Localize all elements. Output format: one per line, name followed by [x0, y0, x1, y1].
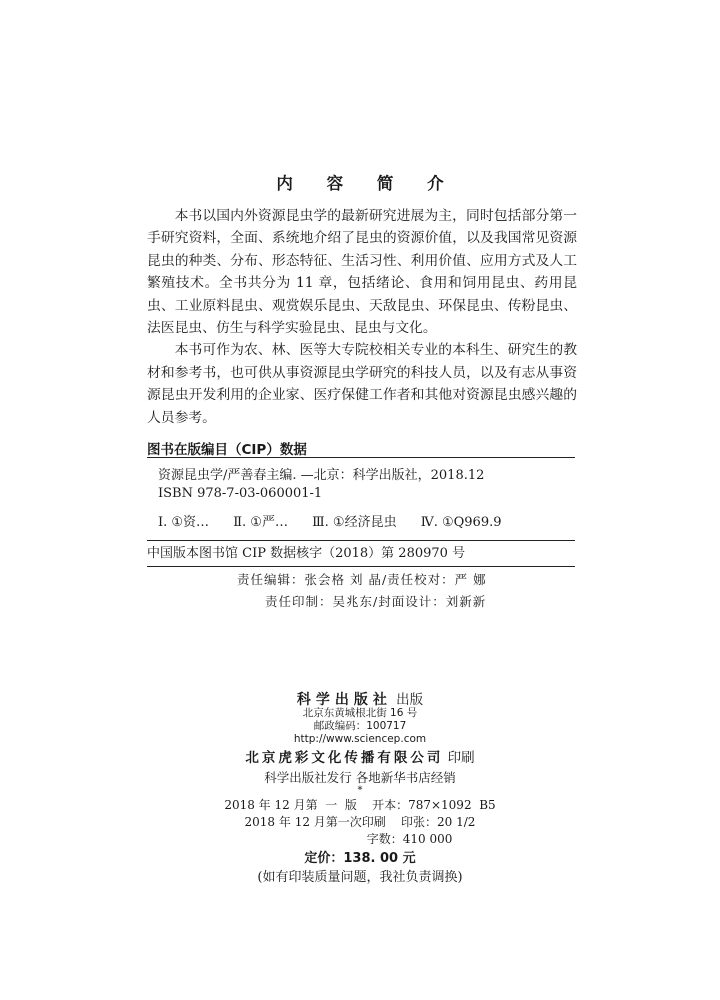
cip-class-item: Ⅱ. ①严…: [233, 515, 288, 530]
quality-note: (如有印装质量问题，我社负责调换): [257, 870, 463, 885]
edition-specs: [0, 797, 720, 848]
production-credits: 责任印制：吴兆东/封面设计：刘新新: [265, 594, 487, 609]
edition-spec-line: 字数：410 000: [267, 832, 453, 846]
publisher-website: http://www.sciencep.com: [293, 733, 427, 745]
cip-classification: [158, 511, 522, 530]
publisher-postcode: 邮政编码：100717: [313, 720, 407, 732]
edition-spec-line: 2018 年 12 月第一次印刷 印张：20 1/2: [244, 815, 476, 829]
cip-class-item: Ⅲ. ①经济昆虫: [312, 515, 397, 530]
cip-data-number: 中国版本图书馆 CIP 数据核字（2018）第 280970 号: [147, 546, 466, 561]
cip-top-rule: [147, 457, 575, 458]
publisher-action: 出版: [396, 692, 424, 708]
printer-name: 北京虎彩文化传播有限公司: [245, 750, 444, 766]
editor-credits: 责任编辑：张会格 刘 晶/责任校对：严 娜: [237, 572, 487, 587]
cip-class-item: Ⅰ. ①资…: [158, 515, 210, 530]
summary-paragraph-2: 本书可作为农、林、医等大专院校相关专业的本科生、研究生的教材和参考书，也可供从事资源昆虫学研究的科技人员，以及有志从事资源昆虫开发利用的企业家、医疗保健工作者和其他对资源昆虫感兴趣的人员参考。: [147, 342, 577, 426]
cip-bottom-rule: [147, 566, 575, 567]
price: 定价：138. 00 元: [304, 851, 416, 866]
edition-spec-line: 2018 年 12 月第 一 版 开本：787×1092 B5: [224, 798, 496, 812]
summary-paragraph-1: 本书以国内外资源昆虫学的最新研究进展为主，同时包括部分第一手研究资料，全面、系统地介绍了昆虫的资源价值，以及我国常见资源昆虫的种类、分布、形态特征、生活习性、利用价值、应用方式及人工繁殖技术。全书共分为 11 章，包括绪论、食用和饲用昆虫、药用昆虫、工业原料昆虫、观赏娱乐昆虫、天敌昆虫、环保昆虫、传粉昆虫、法医昆虫、仿生与科学实验昆虫、昆虫与文化。: [147, 208, 577, 337]
cip-middle-rule: [147, 540, 575, 541]
publisher-address-block: [0, 707, 720, 746]
printer-action: 印刷: [447, 750, 475, 766]
publisher-name: 科学出版社: [296, 692, 392, 708]
content-summary: [147, 205, 577, 429]
publisher-line: [0, 688, 720, 709]
cip-isbn: ISBN 978-7-03-060001-1: [158, 486, 323, 501]
cip-heading: 图书在版编目（CIP）数据: [147, 442, 307, 458]
distribution-line: 科学出版社发行 各地新华书店经销: [264, 770, 456, 785]
page-title: 内 容 简 介: [276, 174, 458, 193]
separator-star: *: [357, 785, 363, 796]
printer-line: [0, 746, 720, 766]
cip-record: 资源昆虫学/严善春主编. —北京：科学出版社，2018.12: [158, 468, 485, 483]
cip-class-item: Ⅳ. ①Q969.9: [420, 515, 502, 530]
publisher-address: 北京东黄城根北街 16 号: [302, 707, 418, 719]
